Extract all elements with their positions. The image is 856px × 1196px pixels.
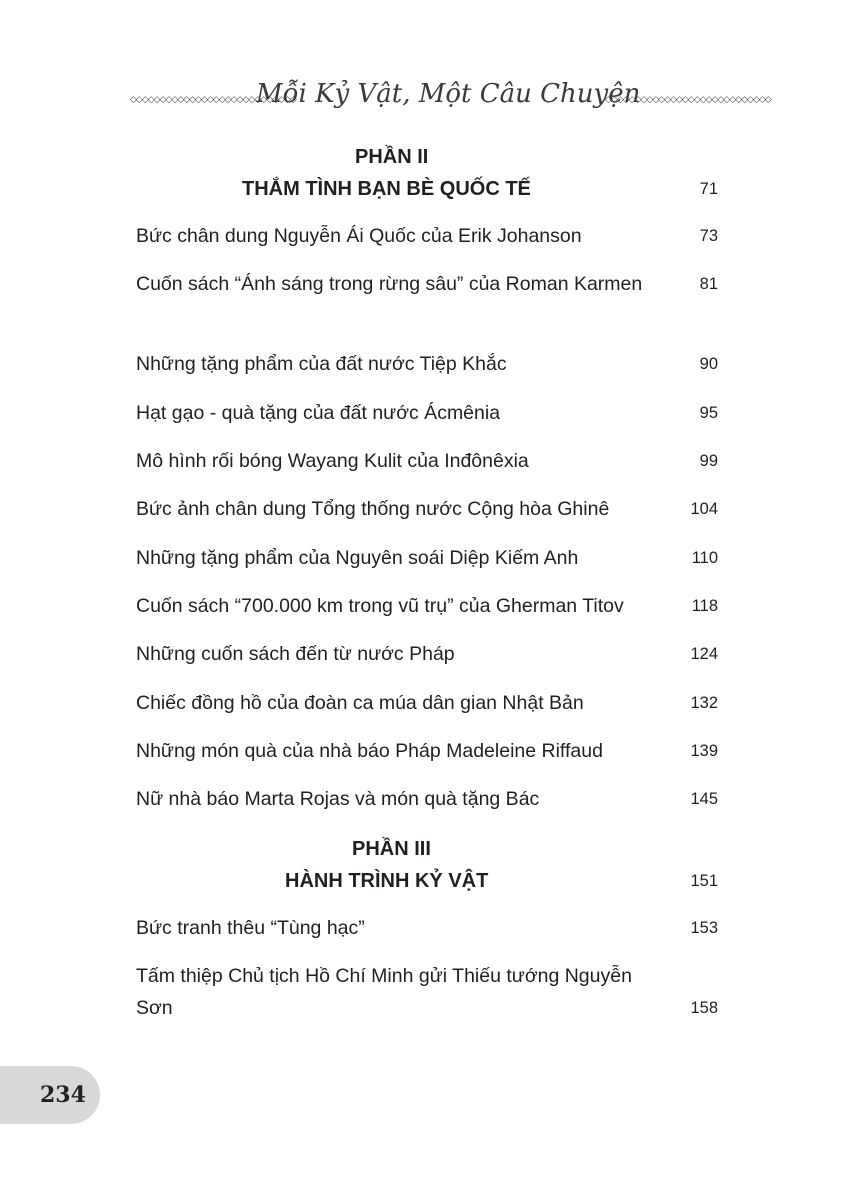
- toc-entry-title: Nữ nhà báo Marta Rojas và món quà tặng Bác: [136, 788, 540, 810]
- ornament-left: ◇◇◇◇◇◇◇◇◇◇◇◇◇◇◇◇◇◇◇◇◇◇◇◇◇◇◇◇: [130, 94, 296, 104]
- section-page: 71: [699, 180, 718, 198]
- part-heading: PHẦN II: [355, 146, 429, 168]
- toc-entry-title: Những tặng phẩm của Nguyên soái Diệp Kiếm Anh: [136, 547, 579, 569]
- toc-entry[interactable]: [136, 912, 718, 944]
- toc-entry[interactable]: [136, 493, 718, 525]
- toc-entry-page: 139: [690, 742, 718, 760]
- toc-entry[interactable]: [136, 445, 718, 477]
- part-heading: PHẦN III: [352, 838, 431, 860]
- toc-entry[interactable]: [136, 638, 718, 670]
- toc-entry-page: 81: [699, 275, 718, 293]
- toc-entry[interactable]: [136, 735, 718, 767]
- toc-entry-title: Bức tranh thêu “Tùng hạc”: [136, 917, 365, 939]
- section-page: 151: [690, 872, 718, 890]
- toc-entry-title: Chiếc đồng hồ của đoàn ca múa dân gian Nhật Bản: [136, 692, 584, 714]
- toc-entry-page: 90: [699, 355, 718, 373]
- toc-entry-title: Những món quà của nhà báo Pháp Madeleine Riffaud: [136, 740, 603, 762]
- toc-entry-title: Những cuốn sách đến từ nước Pháp: [136, 643, 455, 665]
- toc-entry-page: 153: [690, 919, 718, 937]
- toc-entry-page: 73: [699, 227, 718, 245]
- toc-entry[interactable]: [136, 783, 718, 815]
- toc-entry-title: Cuốn sách “Ánh sáng trong rừng sâu” của Roman Karmen: [136, 273, 643, 295]
- toc-entry-title: Bức ảnh chân dung Tổng thống nước Cộng hòa Ghinê: [136, 498, 610, 520]
- toc-entry-page: 118: [691, 597, 718, 615]
- running-title: Mỗi Kỷ Vật, Một Câu Chuyện: [256, 79, 641, 109]
- toc-entry[interactable]: [136, 960, 718, 1024]
- ornament-right: ◇◇◇◇◇◇◇◇◇◇◇◇◇◇◇◇◇◇◇◇◇◇◇◇◇◇◇◇: [605, 94, 771, 104]
- toc-entry-title: Mô hình rối bóng Wayang Kulit của Inđônêxia: [136, 450, 529, 472]
- toc-entry-page: 110: [691, 549, 718, 567]
- toc-entry[interactable]: [136, 397, 718, 429]
- toc-entry-title: Tấm thiệp Chủ tịch Hồ Chí Minh gửi Thiếu tướng Nguyễn Sơn: [136, 965, 632, 1019]
- toc-entry[interactable]: [136, 348, 718, 380]
- toc-entry[interactable]: [136, 687, 718, 719]
- section-title: HÀNH TRÌNH KỶ VẬT: [285, 870, 489, 892]
- toc-entry-title: Cuốn sách “700.000 km trong vũ trụ” của Gherman Titov: [136, 595, 624, 617]
- toc-entry[interactable]: [136, 542, 718, 574]
- page-number: 234: [40, 1082, 86, 1108]
- toc-entry[interactable]: [136, 268, 718, 300]
- running-header: [0, 74, 856, 118]
- toc-entry-title: Hạt gạo - quà tặng của đất nước Ácmênia: [136, 402, 501, 424]
- toc-entry-page: 158: [690, 999, 718, 1017]
- toc-entry-page: 132: [690, 694, 718, 712]
- toc-entry-page: 124: [690, 645, 718, 663]
- toc-entry-page: 145: [690, 790, 718, 808]
- toc-entry-title: Bức chân dung Nguyễn Ái Quốc của Erik Johanson: [136, 225, 582, 247]
- toc-entry-page: 104: [690, 500, 718, 518]
- section-title: THẮM TÌNH BẠN BÈ QUỐC TẾ: [242, 178, 531, 200]
- toc-entry-page: 99: [699, 452, 718, 470]
- toc-entry[interactable]: [136, 590, 718, 622]
- toc-entry[interactable]: [136, 220, 718, 252]
- toc-entry-title: Những tặng phẩm của đất nước Tiệp Khắc: [136, 353, 507, 375]
- toc-entry-page: 95: [699, 404, 718, 422]
